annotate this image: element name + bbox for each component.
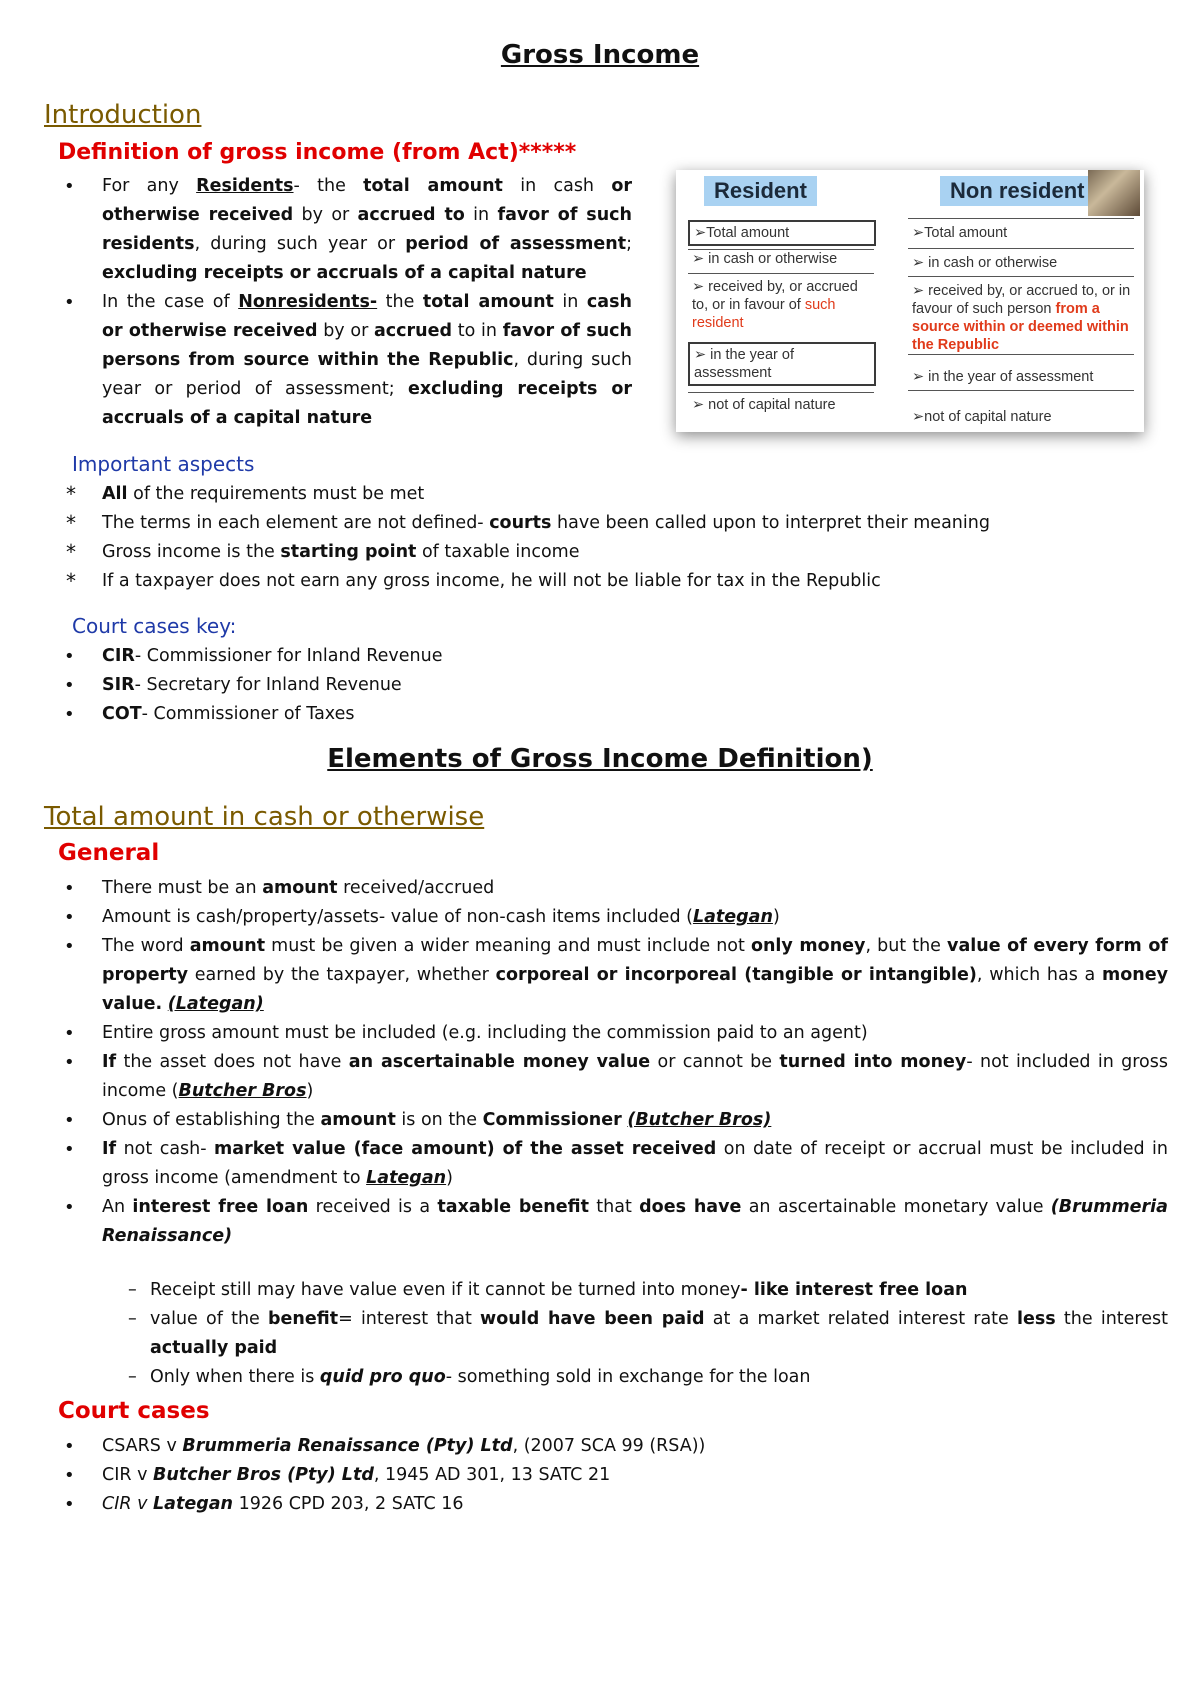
court-key-heading: Court cases key: [72, 614, 237, 638]
nonresident-item: ➢Total amount [912, 225, 1008, 241]
list-item: * All of the requirements must be met [58, 480, 1168, 509]
definition-list [58, 172, 632, 433]
list-item: – Receipt still may have value even if it cannot be turned into money- like interest free loan [128, 1276, 1168, 1305]
divider [908, 390, 1134, 391]
intro-heading: Introduction [44, 100, 202, 130]
list-item: • CIR v Lategan 1926 CPD 203, 2 SATC 16 [58, 1490, 1168, 1519]
nonresident-item: ➢ in the year of assessment [912, 369, 1094, 385]
list-item: – Only when there is quid pro quo- something sold in exchange for the loan [128, 1363, 1168, 1392]
page-title: Gross Income [500, 40, 700, 70]
building-thumbnail [1088, 170, 1140, 216]
list-item: • Entire gross amount must be included (e.g. including the commission paid to an agent) [58, 1019, 1168, 1048]
important-list [58, 480, 1168, 596]
list-item: • For any Residents- the total amount in cash or otherwise received by or accrued to in favor of such residents, during such year or period of assessment; excluding receipts or accruals of a capital nature [58, 172, 632, 288]
court-cases-heading: Court cases [58, 1398, 210, 1424]
divider [688, 392, 874, 393]
divider [908, 276, 1134, 277]
list-item: • CIR- Commissioner for Inland Revenue [58, 642, 1168, 671]
divider [908, 248, 1134, 249]
definition-heading: Definition of gross income (from Act)***** [58, 140, 577, 165]
list-item: * If a taxpayer does not earn any gross income, he will not be liable for tax in the Republic [58, 567, 1168, 596]
list-item: • If the asset does not have an ascertainable money value or cannot be turned into money- not included in gross income (Butcher Bros) [58, 1048, 1168, 1106]
general-list [58, 874, 1168, 1251]
list-item: • There must be an amount received/accrued [58, 874, 1168, 903]
resident-item: ➢ received by, or accrued to, or in favour of such resident [692, 279, 858, 331]
nonresident-label: Non resident [940, 176, 1094, 206]
nonresident-item: ➢ received by, or accrued to, or in favour of such person from a source within or deemed within the Republic [912, 283, 1131, 353]
resident-item: ➢ in cash or otherwise [692, 251, 838, 267]
list-item: * Gross income is the starting point of taxable income [58, 538, 1168, 567]
divider [908, 218, 1134, 219]
resident-comparison-figure [676, 170, 1144, 432]
list-item: • In the case of Nonresidents- the total amount in cash or otherwise received by or accrued to in favor of such persons from source within the Republic, during such year or period of assessment; excluding receipts or accruals of a capital nature [58, 288, 632, 433]
elements-title: Elements of Gross Income Definition) [327, 744, 873, 774]
list-item: • COT- Commissioner of Taxes [58, 700, 1168, 729]
resident-item: ➢Total amount [688, 220, 876, 246]
list-item: • An interest free loan received is a taxable benefit that does have an ascertainable monetary value (Brummeria Renaissance) [58, 1193, 1168, 1251]
list-item: * The terms in each element are not defined- courts have been called upon to interpret their meaning [58, 509, 1168, 538]
important-heading: Important aspects [72, 452, 255, 476]
list-item: • Amount is cash/property/assets- value of non-cash items included (Lategan) [58, 903, 1168, 932]
resident-label: Resident [704, 176, 817, 206]
list-item: • If not cash- market value (face amount) of the asset received on date of receipt or accrual must be included in gross income (amendment to Lategan) [58, 1135, 1168, 1193]
list-item: • CIR v Butcher Bros (Pty) Ltd, 1945 AD 301, 13 SATC 21 [58, 1461, 1168, 1490]
list-item: • CSARS v Brummeria Renaissance (Pty) Ltd, (2007 SCA 99 (RSA)) [58, 1432, 1168, 1461]
divider [688, 273, 874, 274]
resident-item: ➢ in the year of assessment [688, 342, 876, 386]
total-amount-heading: Total amount in cash or otherwise [44, 802, 485, 832]
general-heading: General [58, 840, 160, 866]
list-item: • The word amount must be given a wider meaning and must include not only money, but the value of every form of property earned by the taxpayer, whether corporeal or incorporeal (tangible or intangible), which has a money value. (Lategan) [58, 932, 1168, 1019]
resident-item: ➢ not of capital nature [692, 397, 836, 413]
divider [908, 354, 1134, 355]
court-key-list [58, 642, 1168, 729]
court-cases-list [58, 1432, 1168, 1519]
nonresident-item: ➢not of capital nature [912, 409, 1052, 425]
interest-free-loan-sublist [128, 1276, 1168, 1392]
list-item: – value of the benefit= interest that would have been paid at a market related interest rate less the interest actually paid [128, 1305, 1168, 1363]
nonresident-item: ➢ in cash or otherwise [912, 255, 1058, 271]
list-item: • SIR- Secretary for Inland Revenue [58, 671, 1168, 700]
list-item: • Onus of establishing the amount is on the Commissioner (Butcher Bros) [58, 1106, 1168, 1135]
